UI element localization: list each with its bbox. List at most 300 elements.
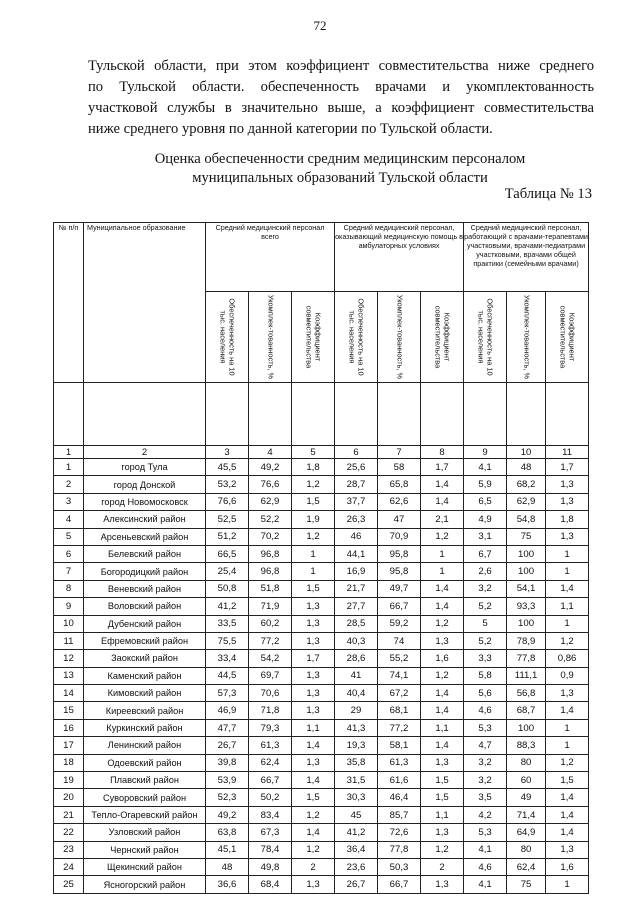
value-cell: 48 [206, 858, 249, 875]
value-cell: 49,7 [378, 580, 421, 597]
value-cell: 1,4 [292, 772, 335, 789]
value-cell: 1,1 [546, 598, 589, 615]
value-cell: 36,6 [206, 876, 249, 893]
value-cell: 1,3 [421, 632, 464, 649]
value-cell: 27,7 [335, 598, 378, 615]
paragraph-line: по Тульской области. обеспеченность врачами и укомплектованность [88, 79, 594, 95]
value-cell: 40,3 [335, 632, 378, 649]
value-cell: 63,8 [206, 824, 249, 841]
value-cell: 67,2 [378, 685, 421, 702]
table-row [54, 772, 589, 789]
value-cell: 67,3 [249, 824, 292, 841]
value-cell: 4,7 [464, 737, 507, 754]
row-number-cell: 1 [54, 459, 84, 476]
value-cell: 1,5 [292, 493, 335, 510]
row-number-cell: 10 [54, 615, 84, 632]
header-group-district: Средний медицинский персонал, работающий с врачами-терапевтами участковыми, врачами-педиатрами участковыми, врачами общей практики (семейными врачами) [464, 223, 589, 292]
municipality-cell: Чернский район [84, 841, 206, 858]
value-cell: 1,3 [292, 615, 335, 632]
value-cell: 100 [507, 615, 546, 632]
header-staffing: Укомплек-тованность, % [249, 292, 292, 383]
value-cell: 62,9 [249, 493, 292, 510]
value-cell: 1,3 [546, 685, 589, 702]
municipality-cell: город Новомосковск [84, 493, 206, 510]
column-number: 7 [378, 446, 421, 459]
value-cell: 29 [335, 702, 378, 719]
value-cell: 58 [378, 459, 421, 476]
value-cell: 50,8 [206, 580, 249, 597]
table-row [54, 545, 589, 562]
table-title [0, 150, 640, 188]
value-cell: 26,3 [335, 511, 378, 528]
value-cell: 1,4 [292, 737, 335, 754]
value-cell: 78,4 [249, 841, 292, 858]
municipality-cell: Одоевский район [84, 754, 206, 771]
value-cell: 5,3 [464, 824, 507, 841]
value-cell: 3,3 [464, 650, 507, 667]
value-cell: 3,2 [464, 772, 507, 789]
value-cell: 1,6 [546, 858, 589, 875]
row-number-cell: 6 [54, 545, 84, 562]
value-cell: 1,2 [421, 528, 464, 545]
value-cell: 1,3 [421, 754, 464, 771]
value-cell: 62,4 [249, 754, 292, 771]
row-number-cell: 25 [54, 876, 84, 893]
value-cell: 1,3 [546, 841, 589, 858]
value-cell: 1 [546, 563, 589, 580]
municipality-cell: Воловский район [84, 598, 206, 615]
value-cell: 45,5 [206, 459, 249, 476]
value-cell: 83,4 [249, 806, 292, 823]
value-cell: 1 [546, 719, 589, 736]
value-cell: 49 [507, 789, 546, 806]
title-line: Оценка обеспеченности средним медицинским персоналом [154, 151, 526, 167]
table-row [54, 580, 589, 597]
table-row [54, 493, 589, 510]
value-cell: 61,6 [378, 772, 421, 789]
column-number: 10 [507, 446, 546, 459]
value-cell: 2,6 [464, 563, 507, 580]
value-cell: 1,7 [421, 459, 464, 476]
value-cell: 5,2 [464, 598, 507, 615]
value-cell: 19,3 [335, 737, 378, 754]
header-provision: Обеспеченность на 10 тыс. населения [335, 292, 378, 383]
header-staffing: Укомплек-тованность, % [507, 292, 546, 383]
column-number: 3 [206, 446, 249, 459]
value-cell: 74,1 [378, 667, 421, 684]
value-cell: 3,1 [464, 528, 507, 545]
value-cell: 88,3 [507, 737, 546, 754]
row-number-cell: 7 [54, 563, 84, 580]
value-cell: 1,4 [546, 824, 589, 841]
row-number-cell: 21 [54, 806, 84, 823]
value-cell: 6,7 [464, 545, 507, 562]
value-cell: 2 [292, 858, 335, 875]
value-cell: 2,1 [421, 511, 464, 528]
row-number-cell: 19 [54, 772, 84, 789]
value-cell: 76,6 [249, 476, 292, 493]
value-cell: 5,6 [464, 685, 507, 702]
municipality-cell: Заокский район [84, 650, 206, 667]
value-cell: 49,2 [249, 459, 292, 476]
value-cell: 65,8 [378, 476, 421, 493]
row-number-cell: 24 [54, 858, 84, 875]
value-cell: 26,7 [335, 876, 378, 893]
row-number-cell: 3 [54, 493, 84, 510]
value-cell: 1,2 [421, 667, 464, 684]
table-row [54, 667, 589, 684]
row-number-cell: 2 [54, 476, 84, 493]
value-cell: 68,4 [249, 876, 292, 893]
paragraph-line: ниже среднего уровня по данной категории по Тульской области. [88, 121, 493, 137]
value-cell: 1,1 [421, 806, 464, 823]
value-cell: 5,9 [464, 476, 507, 493]
value-cell: 78,9 [507, 632, 546, 649]
value-cell: 4,6 [464, 702, 507, 719]
value-cell: 4,1 [464, 876, 507, 893]
municipality-cell: Арсеньевский район [84, 528, 206, 545]
value-cell: 1,4 [421, 737, 464, 754]
value-cell: 100 [507, 545, 546, 562]
value-cell: 1,9 [292, 511, 335, 528]
value-cell: 1,8 [546, 511, 589, 528]
header-coefficient: Коэффициент совместительства [546, 292, 589, 383]
value-cell: 1,4 [546, 702, 589, 719]
value-cell: 71,4 [507, 806, 546, 823]
municipality-cell: Дубенский район [84, 615, 206, 632]
value-cell: 61,3 [378, 754, 421, 771]
value-cell: 1,4 [421, 580, 464, 597]
value-cell: 64,9 [507, 824, 546, 841]
value-cell: 51,2 [206, 528, 249, 545]
value-cell: 69,7 [249, 667, 292, 684]
paragraph-line: Тульской области, при этом коэффициент совместительства ниже среднего [88, 58, 594, 74]
header-group-ambulatory: Средний медицинский персонал, оказывающий медицинскую помощь в амбулаторных условиях [335, 223, 464, 292]
table-row [54, 702, 589, 719]
municipality-cell: Каменский район [84, 667, 206, 684]
value-cell: 1 [546, 545, 589, 562]
value-cell: 1,2 [292, 841, 335, 858]
table-row [54, 650, 589, 667]
value-cell: 1 [421, 563, 464, 580]
column-number: 5 [292, 446, 335, 459]
value-cell: 1,3 [546, 476, 589, 493]
value-cell: 1,3 [421, 824, 464, 841]
value-cell: 1 [546, 876, 589, 893]
value-cell: 49,2 [206, 806, 249, 823]
value-cell: 60 [507, 772, 546, 789]
value-cell: 62,6 [378, 493, 421, 510]
value-cell: 1,2 [292, 806, 335, 823]
value-cell: 21,7 [335, 580, 378, 597]
value-cell: 44,5 [206, 667, 249, 684]
table-row [54, 806, 589, 823]
value-cell: 41,2 [206, 598, 249, 615]
value-cell: 1,6 [421, 650, 464, 667]
title-line: муниципальных образований Тульской области [192, 170, 488, 186]
value-cell: 72,6 [378, 824, 421, 841]
value-cell: 5,3 [464, 719, 507, 736]
value-cell: 47,7 [206, 719, 249, 736]
row-number-cell: 20 [54, 789, 84, 806]
value-cell: 1,3 [292, 667, 335, 684]
value-cell: 31,5 [335, 772, 378, 789]
value-cell: 68,7 [507, 702, 546, 719]
value-cell: 45 [335, 806, 378, 823]
value-cell: 1,2 [421, 841, 464, 858]
table-row [54, 528, 589, 545]
value-cell: 100 [507, 719, 546, 736]
row-number-cell: 12 [54, 650, 84, 667]
table-row [54, 685, 589, 702]
value-cell: 71,8 [249, 702, 292, 719]
value-cell: 1 [292, 545, 335, 562]
value-cell: 39,8 [206, 754, 249, 771]
value-cell: 1,5 [421, 772, 464, 789]
value-cell: 1,4 [546, 806, 589, 823]
municipality-cell: Плавский район [84, 772, 206, 789]
value-cell: 1 [546, 615, 589, 632]
value-cell: 5,2 [464, 632, 507, 649]
value-cell: 1,3 [292, 702, 335, 719]
value-cell: 60,2 [249, 615, 292, 632]
row-number-cell: 23 [54, 841, 84, 858]
value-cell: 33,5 [206, 615, 249, 632]
table-row [54, 632, 589, 649]
value-cell: 56,8 [507, 685, 546, 702]
value-cell: 66,5 [206, 545, 249, 562]
value-cell: 95,8 [378, 545, 421, 562]
value-cell: 1,2 [292, 476, 335, 493]
row-number-cell: 9 [54, 598, 84, 615]
value-cell: 74 [378, 632, 421, 649]
value-cell: 68,2 [507, 476, 546, 493]
header-spacer-row [54, 383, 589, 446]
value-cell: 1,4 [421, 702, 464, 719]
municipality-cell: Ефремовский район [84, 632, 206, 649]
row-number-cell: 14 [54, 685, 84, 702]
value-cell: 1,3 [292, 754, 335, 771]
value-cell: 25,6 [335, 459, 378, 476]
value-cell: 1,7 [546, 459, 589, 476]
value-cell: 52,3 [206, 789, 249, 806]
value-cell: 1,4 [292, 824, 335, 841]
value-cell: 6,5 [464, 493, 507, 510]
header-coefficient: Коэффициент совместительства [292, 292, 335, 383]
value-cell: 71,9 [249, 598, 292, 615]
value-cell: 1,3 [292, 632, 335, 649]
row-number-cell: 22 [54, 824, 84, 841]
table-label: Таблица № 13 [504, 186, 592, 202]
value-cell: 100 [507, 563, 546, 580]
municipality-cell: Киреевский район [84, 702, 206, 719]
value-cell: 66,7 [378, 598, 421, 615]
value-cell: 70,9 [378, 528, 421, 545]
value-cell: 1,7 [292, 650, 335, 667]
row-number-cell: 8 [54, 580, 84, 597]
value-cell: 1,5 [421, 789, 464, 806]
header-group-total: Средний медицинский персонал всего [206, 223, 335, 292]
municipality-cell: Куркинский район [84, 719, 206, 736]
value-cell: 16,9 [335, 563, 378, 580]
column-number: 8 [421, 446, 464, 459]
value-cell: 37,7 [335, 493, 378, 510]
municipality-cell: Щекинский район [84, 858, 206, 875]
row-number-cell: 17 [54, 737, 84, 754]
row-number-cell: 4 [54, 511, 84, 528]
municipality-cell: Узловский район [84, 824, 206, 841]
column-number: 2 [84, 446, 206, 459]
value-cell: 5 [464, 615, 507, 632]
municipality-cell: город Донской [84, 476, 206, 493]
row-number-cell: 15 [54, 702, 84, 719]
value-cell: 1,3 [292, 685, 335, 702]
value-cell: 75,5 [206, 632, 249, 649]
table-row [54, 719, 589, 736]
value-cell: 62,9 [507, 493, 546, 510]
value-cell: 49,8 [249, 858, 292, 875]
value-cell: 4,2 [464, 806, 507, 823]
value-cell: 96,8 [249, 545, 292, 562]
row-number-cell: 5 [54, 528, 84, 545]
value-cell: 41 [335, 667, 378, 684]
header-num: № п/п [54, 223, 84, 383]
value-cell: 54,2 [249, 650, 292, 667]
value-cell: 3,2 [464, 580, 507, 597]
value-cell: 48 [507, 459, 546, 476]
value-cell: 0,9 [546, 667, 589, 684]
body-paragraph [88, 56, 594, 140]
value-cell: 1,4 [421, 476, 464, 493]
value-cell: 1,3 [546, 528, 589, 545]
row-number-cell: 16 [54, 719, 84, 736]
value-cell: 28,5 [335, 615, 378, 632]
value-cell: 1,4 [546, 580, 589, 597]
table-row [54, 615, 589, 632]
table-row [54, 824, 589, 841]
municipality-cell: Богородицкий район [84, 563, 206, 580]
table-row [54, 737, 589, 754]
municipality-cell: Алексинский район [84, 511, 206, 528]
header-provision: Обеспеченность на 10 тыс. населения [206, 292, 249, 383]
value-cell: 3,5 [464, 789, 507, 806]
row-number-cell: 11 [54, 632, 84, 649]
value-cell: 0,86 [546, 650, 589, 667]
value-cell: 70,6 [249, 685, 292, 702]
value-cell: 1,4 [421, 598, 464, 615]
table-row [54, 858, 589, 875]
table-row [54, 511, 589, 528]
value-cell: 3,2 [464, 754, 507, 771]
column-number: 4 [249, 446, 292, 459]
paragraph-line: участковой службы в значительно выше, а коэффициент совместительства [88, 100, 594, 116]
header-municipality: Муниципальное образование [84, 223, 206, 383]
value-cell: 96,8 [249, 563, 292, 580]
value-cell: 62,4 [507, 858, 546, 875]
value-cell: 53,2 [206, 476, 249, 493]
table-row [54, 754, 589, 771]
municipality-cell: Кимовский район [84, 685, 206, 702]
value-cell: 1,4 [421, 493, 464, 510]
municipality-cell: Ленинский район [84, 737, 206, 754]
value-cell: 50,3 [378, 858, 421, 875]
value-cell: 85,7 [378, 806, 421, 823]
value-cell: 55,2 [378, 650, 421, 667]
value-cell: 111,1 [507, 667, 546, 684]
value-cell: 1,3 [292, 598, 335, 615]
value-cell: 36,4 [335, 841, 378, 858]
value-cell: 52,5 [206, 511, 249, 528]
staffing-table [53, 222, 589, 894]
value-cell: 80 [507, 754, 546, 771]
value-cell: 30,3 [335, 789, 378, 806]
value-cell: 57,3 [206, 685, 249, 702]
value-cell: 1,3 [546, 493, 589, 510]
value-cell: 28,6 [335, 650, 378, 667]
value-cell: 44,1 [335, 545, 378, 562]
value-cell: 54,8 [507, 511, 546, 528]
value-cell: 75 [507, 876, 546, 893]
table-row [54, 841, 589, 858]
value-cell: 23,6 [335, 858, 378, 875]
header-staffing: Укомплек-тованность, % [378, 292, 421, 383]
value-cell: 1,4 [546, 789, 589, 806]
value-cell: 4,1 [464, 459, 507, 476]
value-cell: 1,3 [421, 876, 464, 893]
value-cell: 51,8 [249, 580, 292, 597]
value-cell: 77,8 [378, 841, 421, 858]
value-cell: 58,1 [378, 737, 421, 754]
value-cell: 46,4 [378, 789, 421, 806]
value-cell: 1,1 [292, 719, 335, 736]
value-cell: 1,5 [546, 772, 589, 789]
value-cell: 40,4 [335, 685, 378, 702]
value-cell: 59,2 [378, 615, 421, 632]
value-cell: 95,8 [378, 563, 421, 580]
value-cell: 5,8 [464, 667, 507, 684]
value-cell: 46,9 [206, 702, 249, 719]
municipality-cell: Суворовский район [84, 789, 206, 806]
value-cell: 4,6 [464, 858, 507, 875]
value-cell: 41,2 [335, 824, 378, 841]
value-cell: 25,4 [206, 563, 249, 580]
value-cell: 1,2 [292, 528, 335, 545]
value-cell: 1 [546, 737, 589, 754]
header-coefficient: Коэффициент совместительства [421, 292, 464, 383]
value-cell: 53,9 [206, 772, 249, 789]
value-cell: 28,7 [335, 476, 378, 493]
value-cell: 33,4 [206, 650, 249, 667]
column-number: 6 [335, 446, 378, 459]
table-row [54, 476, 589, 493]
value-cell: 77,2 [378, 719, 421, 736]
table-row [54, 563, 589, 580]
table-row [54, 598, 589, 615]
value-cell: 41,3 [335, 719, 378, 736]
value-cell: 1,5 [292, 580, 335, 597]
value-cell: 93,3 [507, 598, 546, 615]
table-row [54, 789, 589, 806]
municipality-cell: Белевский район [84, 545, 206, 562]
value-cell: 61,3 [249, 737, 292, 754]
row-number-cell: 13 [54, 667, 84, 684]
value-cell: 46 [335, 528, 378, 545]
column-number: 11 [546, 446, 589, 459]
header-provision: Обеспеченность на 10 тыс. населения [464, 292, 507, 383]
value-cell: 80 [507, 841, 546, 858]
value-cell: 79,3 [249, 719, 292, 736]
value-cell: 77,2 [249, 632, 292, 649]
